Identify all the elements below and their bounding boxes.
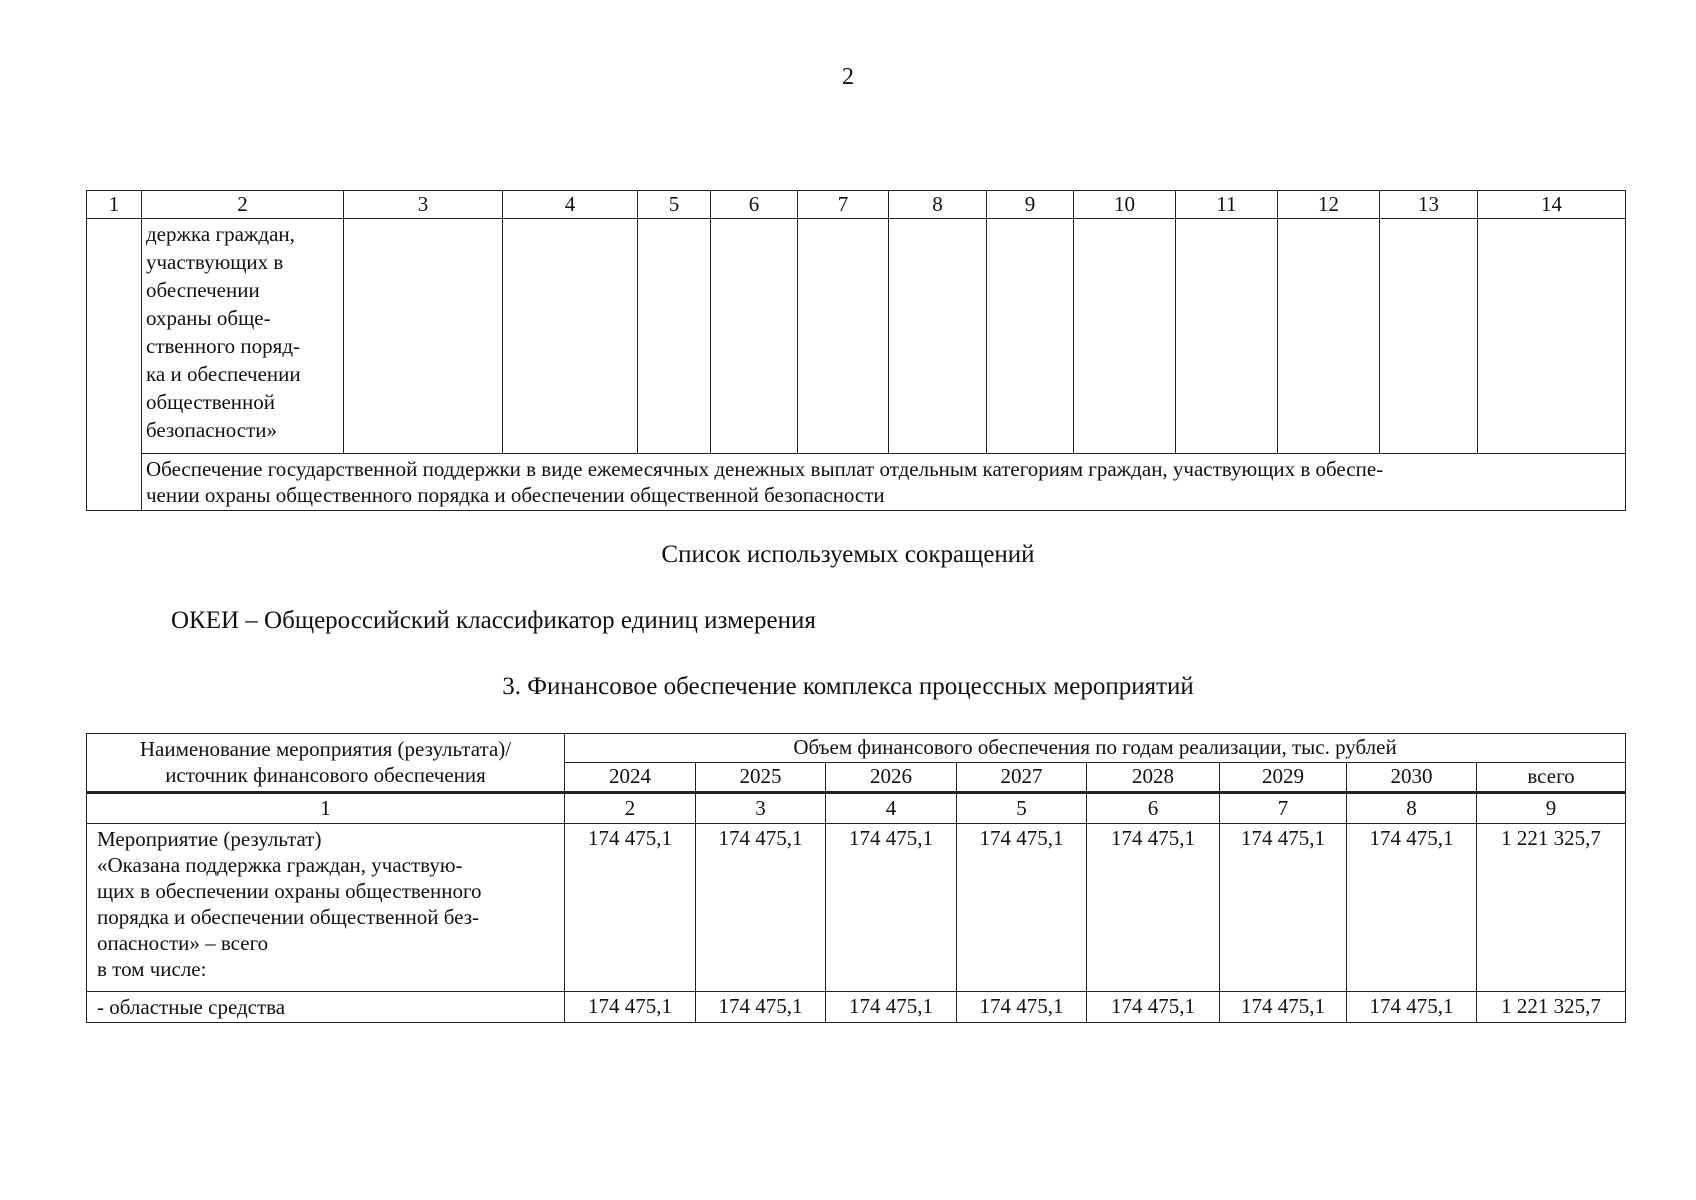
page-number: 2 [842, 64, 854, 90]
table-row [87, 824, 1626, 992]
empty-cell [1478, 219, 1626, 454]
total-cell: 1 221 325,7 [1477, 992, 1626, 1023]
column-number: 9 [987, 191, 1074, 219]
abbreviation-okei: ОКЕИ – Общероссийский классификатор единиц измерения [171, 607, 816, 634]
year-header: 2029 [1220, 763, 1347, 793]
column-number: 10 [1074, 191, 1176, 219]
empty-cell [87, 219, 142, 511]
year-header: 2025 [696, 763, 826, 793]
empty-cell [889, 219, 987, 454]
column-numbers-row [87, 793, 1626, 824]
column-number: 5 [638, 191, 711, 219]
column-number: 7 [1220, 793, 1347, 824]
table-row [87, 454, 1626, 511]
indicator-table-continuation [86, 190, 1626, 511]
empty-cell [1278, 219, 1380, 454]
value-cell: 174 475,1 [1087, 992, 1220, 1023]
value-cell: 174 475,1 [696, 992, 826, 1023]
row-name: - областные средства [87, 992, 565, 1023]
column-number: 2 [142, 191, 344, 219]
empty-cell [1380, 219, 1478, 454]
financing-table [86, 733, 1626, 1023]
column-number: 2 [565, 793, 696, 824]
empty-cell [1074, 219, 1176, 454]
column-number: 5 [957, 793, 1087, 824]
column-number: 14 [1478, 191, 1626, 219]
column-number: 8 [1347, 793, 1477, 824]
table-row [87, 992, 1626, 1023]
empty-cell [987, 219, 1074, 454]
column-number: 3 [696, 793, 826, 824]
row-name: Мероприятие (результат) «Оказана поддержка граждан, участвую- щих в обеспечении охраны общественного порядка и обеспечении общественной без- опасности» – всего в том числе: [87, 824, 565, 992]
column-header-name: Наименование мероприятия (результата)/ источник финансового обеспечения [87, 734, 565, 793]
column-number: 13 [1380, 191, 1478, 219]
total-cell: 1 221 325,7 [1477, 824, 1626, 992]
column-number: 7 [798, 191, 889, 219]
column-number: 8 [889, 191, 987, 219]
column-number: 6 [711, 191, 798, 219]
column-number: 11 [1176, 191, 1278, 219]
table-row [87, 219, 1626, 454]
value-cell: 174 475,1 [1220, 824, 1347, 992]
measure-description: Обеспечение государственной поддержки в виде ежемесячных денежных выплат отдельным категориям граждан, участвующих в обеспе- чении охраны общественного порядка и обеспечении общественной безопасности [142, 454, 1626, 511]
column-number: 4 [826, 793, 957, 824]
value-cell: 174 475,1 [1087, 824, 1220, 992]
year-header: 2030 [1347, 763, 1477, 793]
column-number: 12 [1278, 191, 1380, 219]
table-header-row [87, 734, 1626, 763]
section-title: 3. Финансовое обеспечение комплекса процессных мероприятий [502, 673, 1194, 700]
value-cell: 174 475,1 [957, 824, 1087, 992]
value-cell: 174 475,1 [1347, 992, 1477, 1023]
value-cell: 174 475,1 [957, 992, 1087, 1023]
table-header-row [87, 191, 1626, 219]
value-cell: 174 475,1 [1347, 824, 1477, 992]
value-cell: 174 475,1 [565, 992, 696, 1023]
column-number: 6 [1087, 793, 1220, 824]
empty-cell [503, 219, 638, 454]
column-number: 3 [344, 191, 503, 219]
column-group-header: Объем финансового обеспечения по годам реализации, тыс. рублей [565, 734, 1626, 763]
empty-cell [344, 219, 503, 454]
column-number: 1 [87, 793, 565, 824]
value-cell: 174 475,1 [565, 824, 696, 992]
abbreviations-title: Список используемых сокращений [661, 541, 1035, 568]
value-cell: 174 475,1 [826, 992, 957, 1023]
column-number: 4 [503, 191, 638, 219]
row-description: держка граждан, участвующих в обеспечении охраны обще- ственного поряд- ка и обеспечении общественной безопасности» [142, 219, 344, 454]
value-cell: 174 475,1 [1220, 992, 1347, 1023]
empty-cell [798, 219, 889, 454]
empty-cell [1176, 219, 1278, 454]
value-cell: 174 475,1 [826, 824, 957, 992]
column-number: 9 [1477, 793, 1626, 824]
empty-cell [711, 219, 798, 454]
year-header: 2024 [565, 763, 696, 793]
year-header: 2027 [957, 763, 1087, 793]
year-header: 2026 [826, 763, 957, 793]
empty-cell [638, 219, 711, 454]
column-number: 1 [87, 191, 142, 219]
year-header: 2028 [1087, 763, 1220, 793]
total-header: всего [1477, 763, 1626, 793]
value-cell: 174 475,1 [696, 824, 826, 992]
